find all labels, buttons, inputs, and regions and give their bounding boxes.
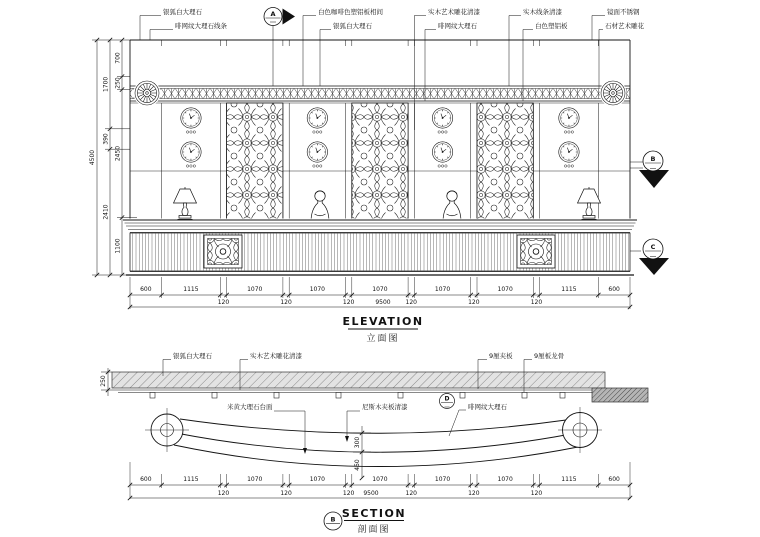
clock-icon [432,108,452,133]
dim-label: 1115 [183,286,199,293]
dim-label: 120 [405,490,417,497]
clock-icon [307,108,327,133]
elevation-horizontal-dimensions [128,277,632,309]
marker-letter: B [650,155,656,163]
dim-label: 300 [354,436,361,449]
curved-counter-profile [174,419,578,467]
dim-label: 1070 [309,476,325,483]
dim-label: 600 [140,476,152,483]
column-right [558,407,602,453]
clock-icon [559,142,579,167]
dim-label: 1100 [114,238,122,254]
callout-label: 石材艺术雕花 [605,22,644,30]
dim-label: 1115 [561,476,577,483]
dim-label: 1115 [561,286,577,293]
dim-label: 1115 [183,476,199,483]
dim-label: 120 [468,299,480,306]
callout-label: 白色塑铝板 [535,22,568,30]
elevation-view [89,7,669,344]
dim-label: 1070 [497,286,513,293]
reception-counter [123,219,637,276]
counter-ornament-panel [517,235,555,268]
dim-label: 120 [530,299,543,306]
dim-label: 9500 [375,299,391,306]
marker-letter: D [444,395,450,403]
carved-panel [477,103,533,220]
dim-label: 1070 [434,286,451,293]
elevation-subtitle: 立面图 [366,334,400,344]
detail-marker-d [440,394,455,409]
dim-label: 1070 [309,286,325,293]
table-lamp-icon [174,187,197,219]
column-left [145,408,189,452]
carved-panel [227,103,283,220]
dim-label: 250 [114,77,122,89]
marker-letter: C [650,243,656,251]
detail-marker-a [264,8,295,87]
callout-label: 镜面不锈钢 [607,8,640,16]
dim-label: 600 [608,286,620,293]
callout-label: 实木线条清漆 [523,8,562,16]
dim-label: 1070 [434,476,451,483]
dim-label: 120 [342,490,355,497]
section-hatched-band [112,372,648,402]
section-horizontal-dimensions [128,462,632,500]
dim-label: 600 [140,286,152,293]
dim-label: 2450 [114,145,122,162]
clock-icon [181,108,201,133]
callout-label: 白色咖啡色塑铝板相间 [318,8,383,16]
callout-label: 啡网纹大理石 [468,403,507,411]
callout-label: 啡网纹大理石 [438,22,477,30]
dim-label: 120 [217,490,230,497]
callout-label: 银狐白大理石 [173,352,212,360]
counter-ornament-panel [204,235,242,268]
receptionist-figure [443,191,461,222]
dim-label: 120 [468,490,480,497]
clock-icon [559,108,579,133]
dim-label: 2410 [102,204,110,220]
callout-label: 尼斯木夹板清漆 [362,403,408,411]
carved-panel [352,103,408,220]
marker-letter: B [330,515,336,524]
elevation-frieze-band [130,86,630,103]
dim-label: 1070 [372,286,388,293]
dim-label: 4500 [89,149,96,166]
callout-label: 米黄大理石台面 [227,403,273,411]
elevation-title-block [342,315,423,344]
clock-icon [432,142,452,167]
dim-label: 120 [280,490,292,497]
dim-label: 700 [114,52,122,64]
dim-label: 1070 [247,286,263,293]
marker-letter: A [270,10,276,18]
clock-icon [181,142,201,167]
dim-label: 600 [608,476,620,483]
clock-icon [307,142,327,167]
dim-label: 390 [102,133,110,145]
table-lamp-icon [578,187,601,219]
callout-label: 实木艺术雕花清漆 [428,8,480,16]
section-callouts [163,351,565,454]
section-title-block [324,507,406,535]
section-title: SECTION [341,507,407,520]
dim-label: 120 [280,299,292,306]
section-subtitle: 剖面图 [357,525,391,535]
callout-label: 银狐白大理石 [333,22,372,30]
elevation-title: ELEVATION [342,315,424,328]
dim-label: 120 [342,299,355,306]
keel-clips [150,393,565,399]
callout-label: 银狐白大理石 [163,8,202,16]
receptionist-figure [311,191,329,222]
callout-label: 9厘板龙骨 [534,352,565,360]
dim-label: 1700 [102,76,110,93]
dim-label: 1070 [372,476,388,483]
dim-label: 450 [354,459,361,471]
dim-label: 250 [100,375,107,387]
dim-label: 1070 [497,476,513,483]
dim-label: 120 [217,299,230,306]
section-view [100,351,648,535]
dim-label: 9500 [363,490,379,497]
dim-label: 120 [530,490,543,497]
section-marker-b [630,151,669,188]
callout-label: 实木艺术雕花清漆 [250,352,302,360]
dim-label: 1070 [247,476,263,483]
dim-label: 120 [405,299,417,306]
callout-label: 9厘夹板 [489,352,513,360]
callout-label: 啡网纹大理石线条 [175,22,227,30]
